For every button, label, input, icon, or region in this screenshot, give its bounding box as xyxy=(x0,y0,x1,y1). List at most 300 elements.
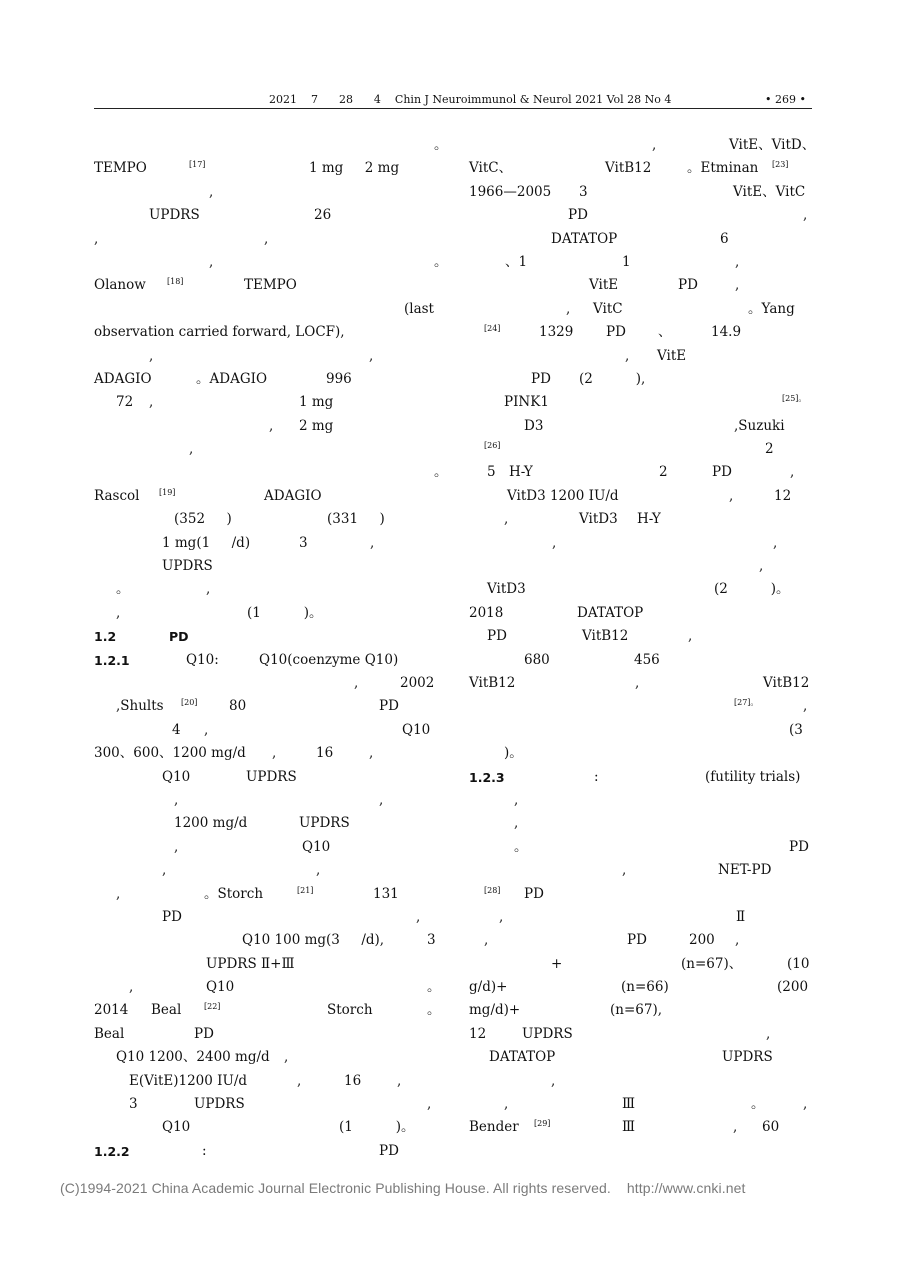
text-segment: 1329 xyxy=(539,324,574,341)
text-segment: VitE、VitC xyxy=(733,183,806,200)
text-segment: VitC、 xyxy=(469,160,513,177)
text-segment: [17] xyxy=(189,160,206,170)
text-segment: 2014 xyxy=(94,1002,129,1019)
text-segment: VitD3 1200 IU/d xyxy=(507,487,619,504)
text-segment: VitE xyxy=(657,347,687,364)
text-segment: , xyxy=(149,347,154,364)
text-segment: VitE、VitD、 xyxy=(729,137,816,153)
text-segment: , xyxy=(370,534,375,551)
text-segment: 1200 mg/d xyxy=(174,815,248,832)
text-segment: PD xyxy=(568,207,588,224)
text-segment: , xyxy=(514,815,519,832)
text-segment: [23] xyxy=(772,160,789,170)
text-line xyxy=(94,578,437,601)
text-segment: 。 xyxy=(116,581,130,598)
text-segment: 。 xyxy=(427,1002,441,1019)
text-segment: VitB12 xyxy=(763,674,810,691)
text-segment: Rascol xyxy=(94,487,140,504)
text-segment: , xyxy=(514,791,519,808)
text-segment: 16 xyxy=(316,745,334,762)
text-segment: 1966—2005 xyxy=(469,183,552,200)
text-segment: , xyxy=(369,745,374,762)
text-segment: UPDRS xyxy=(162,558,213,575)
text-segment: 。 xyxy=(751,1096,765,1113)
text-segment: 456 xyxy=(634,651,660,668)
text-line xyxy=(94,321,437,344)
text-segment: 。 xyxy=(434,464,448,481)
text-line xyxy=(469,251,812,274)
text-segment: 。Storch xyxy=(204,885,264,902)
text-segment: ADAGIO xyxy=(94,370,152,387)
text-segment: , xyxy=(379,791,384,808)
text-segment: Olanow xyxy=(94,277,146,294)
text-line xyxy=(94,836,437,859)
text-segment: , xyxy=(484,932,489,949)
text-segment: , xyxy=(766,1025,771,1042)
text-line xyxy=(469,953,812,976)
text-line xyxy=(94,345,437,368)
text-segment: DATATOP xyxy=(489,1049,556,1066)
text-segment: , xyxy=(116,604,121,621)
text-segment: Q10 1200、2400 mg/d xyxy=(116,1049,270,1066)
text-segment: , xyxy=(174,791,179,808)
text-segment: (200 xyxy=(777,979,809,996)
text-segment: Q10 xyxy=(302,838,331,855)
text-segment: ,Shults xyxy=(116,698,164,715)
text-segment: , xyxy=(504,511,509,528)
text-segment: ADAGIO xyxy=(264,487,322,504)
text-segment: DATATOP xyxy=(551,230,618,247)
text-segment: PD xyxy=(524,885,544,902)
text-segment: 。 xyxy=(427,979,441,996)
text-line xyxy=(94,625,437,648)
text-segment: (3 xyxy=(789,721,803,738)
text-segment: 6 xyxy=(720,230,729,247)
text-line xyxy=(469,1046,812,1069)
text-segment: 26 xyxy=(314,207,332,224)
text-segment: 200 xyxy=(689,932,715,949)
text-segment: PD xyxy=(627,932,647,949)
text-line xyxy=(469,1023,812,1046)
text-line xyxy=(469,719,812,742)
text-segment: 300、600、1200 mg/d xyxy=(94,745,246,762)
text-segment: PD xyxy=(487,628,507,645)
text-segment: 1 mg xyxy=(299,394,334,411)
text-line xyxy=(94,368,437,391)
text-line xyxy=(94,532,437,555)
text-segment: 1.2.1 xyxy=(94,652,130,668)
text-segment: 1 mg 2 mg xyxy=(309,160,400,177)
text-segment: , xyxy=(735,932,740,949)
text-segment: Q10 xyxy=(162,768,191,785)
text-line xyxy=(469,578,812,601)
text-segment: 12 xyxy=(469,1025,487,1042)
text-line xyxy=(94,391,437,414)
text-segment: , xyxy=(803,1096,808,1113)
text-segment: Storch xyxy=(327,1002,373,1019)
text-line xyxy=(469,134,816,157)
text-segment: Ⅲ xyxy=(622,1119,636,1136)
text-line xyxy=(469,929,812,952)
text-segment: (2 ), xyxy=(579,370,646,387)
journal-running-title: 2021 7 28 4 Chin J Neuroimmunol & Neurol 2021 Vol 28 No 4 xyxy=(269,93,672,106)
text-line xyxy=(94,953,437,976)
text-segment: [22] xyxy=(204,1002,221,1012)
left-column xyxy=(94,134,448,1163)
text-segment: 4 xyxy=(172,721,181,738)
text-line xyxy=(94,695,437,718)
text-segment: 2002 xyxy=(400,674,435,691)
text-line xyxy=(94,602,437,625)
text-segment: D3 xyxy=(524,417,544,434)
header-rule xyxy=(94,108,812,109)
text-segment: PD xyxy=(194,1025,214,1042)
text-segment: TEMPO xyxy=(244,277,297,294)
text-segment: , xyxy=(735,253,740,270)
text-segment: TEMPO xyxy=(94,160,147,177)
text-line xyxy=(94,1046,437,1069)
text-segment: Ⅱ xyxy=(736,908,746,925)
text-line xyxy=(469,181,812,204)
text-segment: 3 xyxy=(299,534,308,551)
text-line xyxy=(469,298,812,321)
text-line xyxy=(94,274,437,297)
text-segment: [27]。 xyxy=(734,698,759,708)
text-line xyxy=(94,157,437,180)
text-segment: PD xyxy=(531,370,551,387)
text-line xyxy=(94,555,437,578)
text-segment: , xyxy=(149,394,154,411)
text-line xyxy=(469,1116,812,1139)
copyright-footer: (C)1994-2021 China Academic Journal Electronic Publishing House. All rights reserved. http://www.cnki.net xyxy=(60,1180,746,1196)
text-segment: NET-PD xyxy=(718,862,772,879)
text-segment: (n=67), xyxy=(610,1002,663,1019)
text-segment: Beal xyxy=(151,1002,182,1019)
text-segment: (1 )。 xyxy=(339,1119,415,1136)
text-segment: 1 xyxy=(622,253,631,270)
text-segment: VitB12 xyxy=(582,628,629,645)
text-segment: , xyxy=(129,979,134,996)
text-line xyxy=(469,859,812,882)
text-segment: PD xyxy=(162,908,182,925)
text-segment: VitE xyxy=(589,277,619,294)
text-segment: , xyxy=(504,1096,509,1113)
text-line xyxy=(94,508,437,531)
text-segment: 3 xyxy=(579,183,588,200)
text-segment: 1.2 xyxy=(94,629,117,645)
text-segment: (n=67)、 xyxy=(681,955,743,972)
text-segment: 2 xyxy=(765,441,774,458)
text-line xyxy=(469,461,812,484)
text-segment: 、1 xyxy=(505,253,528,270)
text-segment: 1 mg(1 /d) xyxy=(162,534,251,551)
text-line xyxy=(469,672,812,695)
text-segment: UPDRS xyxy=(299,815,350,832)
text-segment: , xyxy=(566,300,571,317)
text-segment: [21] xyxy=(297,885,314,895)
text-line xyxy=(469,1093,812,1116)
text-segment: UPDRS Ⅱ+Ⅲ xyxy=(206,955,295,972)
text-line xyxy=(94,766,437,789)
text-line xyxy=(94,999,441,1022)
text-segment: , xyxy=(729,487,734,504)
text-segment: Q10(coenzyme Q10) xyxy=(259,651,399,668)
text-line xyxy=(469,836,812,859)
text-segment: (331 ) xyxy=(327,511,385,528)
text-segment: 1.2.3 xyxy=(469,769,505,785)
text-line xyxy=(469,274,812,297)
text-segment: , xyxy=(272,745,277,762)
text-segment: , xyxy=(174,838,179,855)
text-segment: UPDRS xyxy=(149,207,200,224)
text-segment: 80 xyxy=(229,698,247,715)
text-segment: 。Yang xyxy=(748,300,795,317)
text-segment: 14.9 xyxy=(711,324,742,341)
text-segment: , xyxy=(209,253,214,270)
text-line xyxy=(94,181,437,204)
text-line xyxy=(94,1070,437,1093)
text-segment: g/d)+ xyxy=(469,979,508,996)
text-line xyxy=(469,999,812,1022)
text-segment: 2 xyxy=(659,464,668,481)
text-line xyxy=(94,789,437,812)
text-line xyxy=(469,345,812,368)
text-segment: , xyxy=(552,534,557,551)
text-segment: 。 xyxy=(434,137,448,153)
text-segment: Ⅲ xyxy=(622,1096,636,1113)
page-number: • 269 • xyxy=(765,93,806,106)
text-segment: , xyxy=(688,628,693,645)
text-segment: [20] xyxy=(181,698,198,708)
text-segment: [18] xyxy=(167,277,184,287)
text-segment: (352 ) xyxy=(174,511,232,528)
text-line xyxy=(469,906,812,929)
text-line xyxy=(469,602,812,625)
text-segment: [29] xyxy=(534,1119,551,1129)
text-line xyxy=(94,672,437,695)
text-segment: VitB12 xyxy=(469,674,516,691)
text-segment: 。 xyxy=(434,253,448,270)
text-segment: , xyxy=(204,721,209,738)
text-segment: , xyxy=(116,885,121,902)
text-segment: , xyxy=(297,1072,302,1089)
text-segment: Beal xyxy=(94,1025,125,1042)
text-segment: Q10 xyxy=(162,1119,191,1136)
text-line xyxy=(469,157,812,180)
text-segment: , xyxy=(94,230,99,247)
text-segment: , xyxy=(316,862,321,879)
text-line xyxy=(94,906,437,929)
text-line xyxy=(94,461,448,484)
text-segment: Q10 xyxy=(206,979,235,996)
text-segment: PD xyxy=(606,324,626,341)
text-line xyxy=(469,812,812,835)
text-segment: (1 )。 xyxy=(247,604,323,621)
text-line xyxy=(469,695,812,718)
text-segment: : xyxy=(594,768,599,785)
text-line xyxy=(94,228,437,251)
text-line xyxy=(94,976,441,999)
text-segment: , xyxy=(189,441,194,458)
text-line xyxy=(469,391,812,414)
text-line xyxy=(94,438,437,461)
text-segment: PD xyxy=(789,838,809,855)
text-segment: , xyxy=(733,1119,738,1136)
text-line xyxy=(94,1116,437,1139)
text-line xyxy=(469,649,812,672)
text-segment: , xyxy=(162,862,167,879)
text-line xyxy=(469,204,812,227)
text-segment: (10 xyxy=(787,955,810,972)
text-segment: , xyxy=(622,862,627,879)
text-segment: VitB12 xyxy=(605,160,652,177)
text-segment: , xyxy=(625,347,630,364)
right-column xyxy=(469,134,816,1140)
text-segment: 16 xyxy=(344,1072,362,1089)
text-line xyxy=(94,929,437,952)
text-segment: PD xyxy=(678,277,698,294)
text-line xyxy=(94,859,437,882)
text-line xyxy=(94,298,437,321)
text-line xyxy=(469,555,812,578)
text-line xyxy=(469,438,812,461)
text-segment: (n=66) xyxy=(621,979,669,996)
text-line xyxy=(469,883,812,906)
text-segment: UPDRS xyxy=(246,768,297,785)
text-segment: , xyxy=(397,1072,402,1089)
text-segment: VitD3 xyxy=(579,511,618,528)
text-segment: , xyxy=(803,207,808,224)
text-segment: , xyxy=(773,534,778,551)
text-segment: Q10 xyxy=(402,721,431,738)
text-segment: observation carried forward, LOCF), xyxy=(94,324,345,341)
text-line xyxy=(469,368,812,391)
text-line xyxy=(469,508,812,531)
text-segment: Q10: xyxy=(186,651,219,668)
text-segment: PD xyxy=(379,1142,399,1159)
text-line xyxy=(94,883,437,906)
text-line xyxy=(94,251,448,274)
text-segment: , xyxy=(269,417,274,434)
text-line xyxy=(469,625,812,648)
text-segment: 1.2.2 xyxy=(94,1143,130,1159)
text-segment: , xyxy=(209,183,214,200)
text-segment: , xyxy=(369,347,374,364)
text-segment: Q10 100 mg(3 /d), xyxy=(242,932,385,949)
text-segment: PD xyxy=(712,464,732,481)
text-segment: PD xyxy=(169,629,189,645)
text-segment: , xyxy=(735,277,740,294)
text-segment: , xyxy=(652,137,657,153)
text-segment: (last xyxy=(404,300,434,317)
text-segment: (2 )。 xyxy=(714,581,790,598)
text-segment: 996 xyxy=(326,370,352,387)
text-segment: 2018 xyxy=(469,604,504,621)
text-line xyxy=(94,485,437,508)
text-segment: Bender xyxy=(469,1119,519,1136)
text-segment: [26] xyxy=(484,441,501,451)
text-segment: , xyxy=(551,1072,556,1089)
text-segment: 。Etminan xyxy=(687,160,759,177)
text-line xyxy=(469,976,812,999)
text-line xyxy=(94,134,448,157)
text-segment: 72 xyxy=(116,394,134,411)
text-segment: PD xyxy=(379,698,399,715)
text-segment: 131 xyxy=(373,885,399,902)
text-line xyxy=(94,742,437,765)
text-segment: 。ADAGIO xyxy=(196,370,268,387)
text-segment: : xyxy=(202,1142,207,1159)
text-line xyxy=(94,415,437,438)
text-segment: 3 xyxy=(427,932,436,949)
text-line xyxy=(469,1070,812,1093)
text-segment: , xyxy=(635,674,640,691)
text-segment: + xyxy=(551,955,563,972)
text-segment: E(VitE)1200 IU/d xyxy=(129,1072,248,1089)
text-segment: , xyxy=(790,464,795,481)
text-segment: 5 xyxy=(487,464,496,481)
text-segment: mg/d)+ xyxy=(469,1002,521,1019)
text-line xyxy=(94,1023,437,1046)
running-header xyxy=(94,93,812,107)
text-line xyxy=(94,1093,437,1116)
text-line xyxy=(469,321,812,344)
text-segment: H-Y xyxy=(509,464,533,481)
text-line xyxy=(94,719,437,742)
text-segment: UPDRS xyxy=(194,1096,245,1113)
text-segment: UPDRS xyxy=(522,1025,573,1042)
text-segment: DATATOP xyxy=(577,604,644,621)
text-segment: PINK1 xyxy=(504,394,549,411)
text-segment: 60 xyxy=(762,1119,780,1136)
text-line xyxy=(469,415,812,438)
text-segment: VitD3 xyxy=(487,581,526,598)
text-line xyxy=(469,766,812,789)
text-segment: 680 xyxy=(524,651,550,668)
text-line xyxy=(469,789,812,812)
text-segment: 。 xyxy=(514,838,528,855)
text-segment: , xyxy=(427,1096,432,1113)
text-segment: H-Y xyxy=(637,511,661,528)
text-segment: [24] xyxy=(484,324,501,334)
text-segment: , xyxy=(206,581,211,598)
text-line xyxy=(94,204,437,227)
text-segment: 、 xyxy=(658,324,672,341)
text-segment: , xyxy=(803,698,808,715)
text-segment: , xyxy=(264,230,269,247)
text-segment: VitC xyxy=(593,300,623,317)
text-segment: 12 xyxy=(774,487,792,504)
text-segment: 3 xyxy=(129,1096,138,1113)
text-segment: , xyxy=(354,674,359,691)
text-segment: [28] xyxy=(484,885,501,895)
text-line xyxy=(94,649,437,672)
text-line xyxy=(94,1140,437,1163)
text-segment: )。 xyxy=(504,745,523,762)
text-line xyxy=(469,228,812,251)
text-segment: [19] xyxy=(159,487,176,497)
text-segment: 2 mg xyxy=(299,417,334,434)
text-line xyxy=(469,485,812,508)
text-segment: , xyxy=(759,558,764,575)
text-line xyxy=(469,532,812,555)
text-segment: , xyxy=(284,1049,289,1066)
text-segment: [25]。 xyxy=(782,394,807,404)
text-segment: , xyxy=(499,908,504,925)
text-line xyxy=(94,812,437,835)
text-segment: UPDRS xyxy=(722,1049,773,1066)
text-segment: , xyxy=(416,908,421,925)
